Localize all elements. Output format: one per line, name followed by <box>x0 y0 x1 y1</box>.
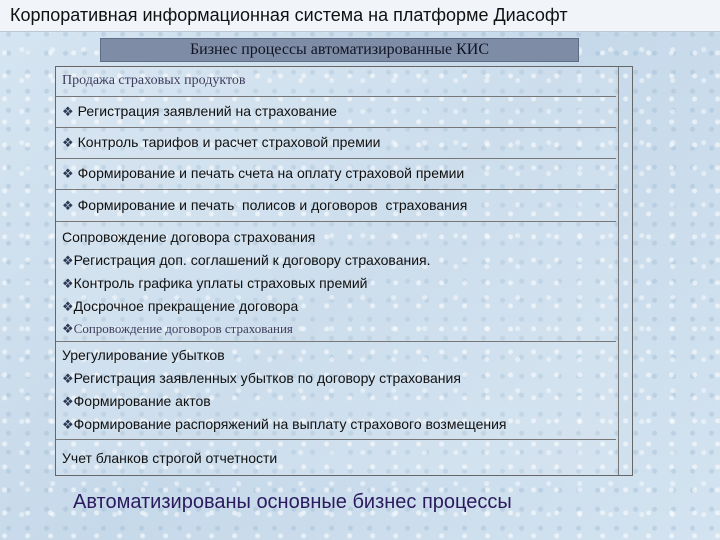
diamond-bullet-icon: ❖ <box>62 321 74 336</box>
list-item <box>62 165 464 182</box>
list-item <box>62 393 211 410</box>
table-row <box>56 97 616 128</box>
list-item <box>62 103 337 120</box>
diamond-bullet-icon: ❖ <box>62 299 74 314</box>
list-item <box>62 197 467 214</box>
table-row <box>56 159 616 190</box>
list-item <box>62 275 368 292</box>
list-item-text: Контроль тарифов и расчет страховой премии <box>77 134 381 150</box>
list-item-text: Регистрация доп. соглашений к договору страхования. <box>73 252 431 268</box>
footer-caption: Автоматизированы основные бизнес процессы <box>73 491 512 513</box>
diamond-bullet-icon: ❖ <box>62 104 74 119</box>
section-heading-sales: Продажа страховых продуктов <box>62 73 246 88</box>
table-row <box>56 190 616 222</box>
diamond-bullet-icon: ❖ <box>62 198 74 213</box>
list-item <box>62 134 381 151</box>
list-item <box>62 370 461 387</box>
list-item-text: Регистрация заявлений на страхование <box>77 103 337 119</box>
list-item-text: Формирование актов <box>73 393 211 409</box>
list-item-text: Контроль графика уплаты страховых премий <box>73 275 368 291</box>
list-item <box>62 252 431 269</box>
table-row-support <box>56 222 616 342</box>
process-table <box>55 66 633 476</box>
list-item-text: Формирование и печать счета на оплату страховой премии <box>77 165 465 181</box>
table-row-sales-heading <box>56 67 616 97</box>
table-row-claims <box>56 342 616 440</box>
page-title: Корпоративная информационная система на платформе Диасофт <box>10 5 568 25</box>
list-item-text: Формирование распоряжений на выплату страхового возмещения <box>73 416 507 432</box>
list-item <box>62 298 298 315</box>
table-row-forms <box>56 440 616 475</box>
list-item <box>62 321 293 337</box>
diamond-bullet-icon: ❖ <box>62 394 74 409</box>
diamond-bullet-icon: ❖ <box>62 166 74 181</box>
list-item-text: Формирование и печать полисов и договоров страхования <box>77 197 468 213</box>
section-heading-forms: Учет бланков строгой отчетности <box>62 450 278 466</box>
section-heading-claims: Урегулирование убытков <box>62 347 225 363</box>
list-item-text: Досрочное прекращение договора <box>73 298 299 314</box>
list-item <box>62 416 507 433</box>
table-right-column <box>618 67 632 475</box>
list-item-text: Регистрация заявленных убытков по договору страхования <box>73 370 461 386</box>
subtitle-band: Бизнес процессы автоматизированные КИС <box>100 38 579 62</box>
diamond-bullet-icon: ❖ <box>62 135 74 150</box>
title-bar <box>0 0 720 32</box>
list-item-text: Сопровождение договоров страхования <box>73 321 293 336</box>
section-heading-support: Сопровождение договора страхования <box>62 229 316 245</box>
diamond-bullet-icon: ❖ <box>62 276 74 291</box>
diamond-bullet-icon: ❖ <box>62 417 74 432</box>
table-row <box>56 128 616 159</box>
diamond-bullet-icon: ❖ <box>62 371 74 386</box>
diamond-bullet-icon: ❖ <box>62 253 74 268</box>
